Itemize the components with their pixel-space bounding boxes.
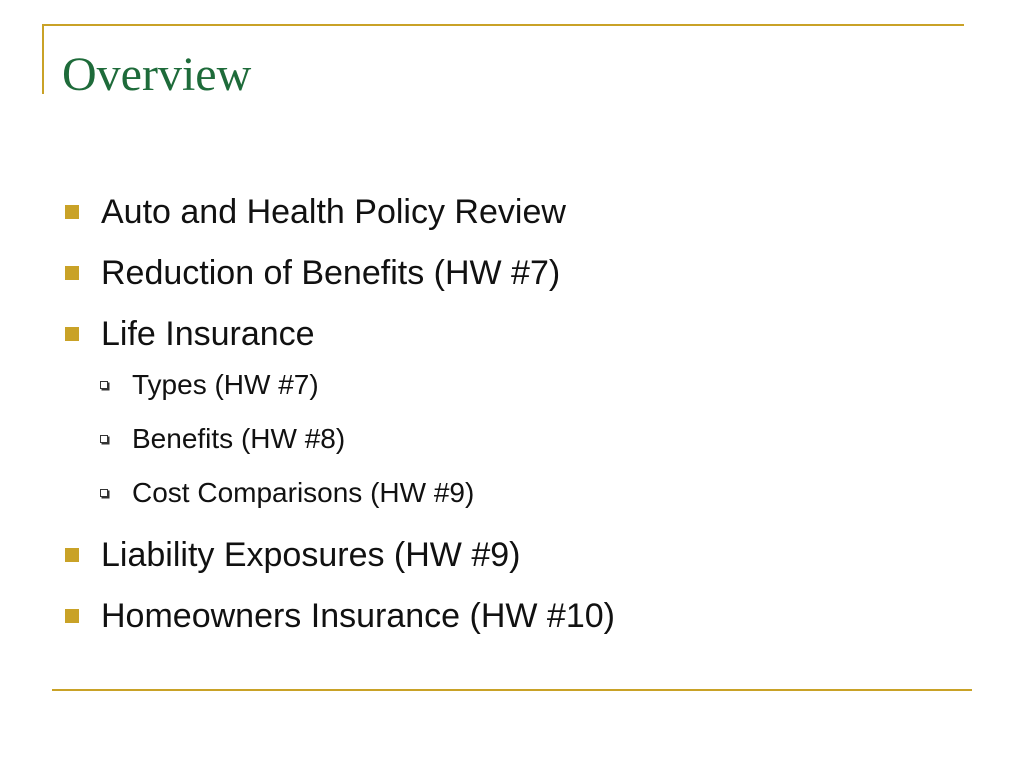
sub-bullet-item	[100, 363, 962, 407]
square-bullet-icon	[65, 327, 79, 341]
bullet-item	[62, 590, 962, 642]
bullet-text: Auto and Health Policy Review	[101, 193, 566, 231]
sub-bullet-text: Cost Comparisons (HW #9)	[132, 477, 475, 508]
bullet-item	[62, 529, 962, 581]
bullet-text: Life Insurance	[101, 315, 315, 353]
bullet-item	[62, 308, 962, 360]
hollow-square-bullet-icon	[100, 489, 108, 497]
hollow-square-bullet-icon	[100, 381, 108, 389]
sub-bullet-text: Types (HW #7)	[132, 369, 319, 400]
square-bullet-icon	[65, 548, 79, 562]
bullet-text: Liability Exposures (HW #9)	[101, 536, 521, 574]
sub-bullet-list	[62, 363, 962, 515]
left-divider-line	[42, 24, 44, 94]
slide-title: Overview	[62, 48, 252, 101]
bullet-item	[62, 247, 962, 299]
bullet-list	[62, 186, 962, 651]
bottom-divider-line	[52, 689, 972, 691]
sub-list-container	[62, 363, 962, 515]
sub-bullet-item	[100, 471, 962, 515]
sub-bullet-text: Benefits (HW #8)	[132, 423, 346, 454]
square-bullet-icon	[65, 609, 79, 623]
sub-bullet-item	[100, 417, 962, 461]
square-bullet-icon	[65, 266, 79, 280]
hollow-square-bullet-icon	[100, 435, 108, 443]
bullet-text: Reduction of Benefits (HW #7)	[101, 254, 561, 292]
bullet-text: Homeowners Insurance (HW #10)	[101, 597, 615, 635]
bullet-item	[62, 186, 962, 238]
top-divider-line	[42, 24, 964, 26]
square-bullet-icon	[65, 205, 79, 219]
